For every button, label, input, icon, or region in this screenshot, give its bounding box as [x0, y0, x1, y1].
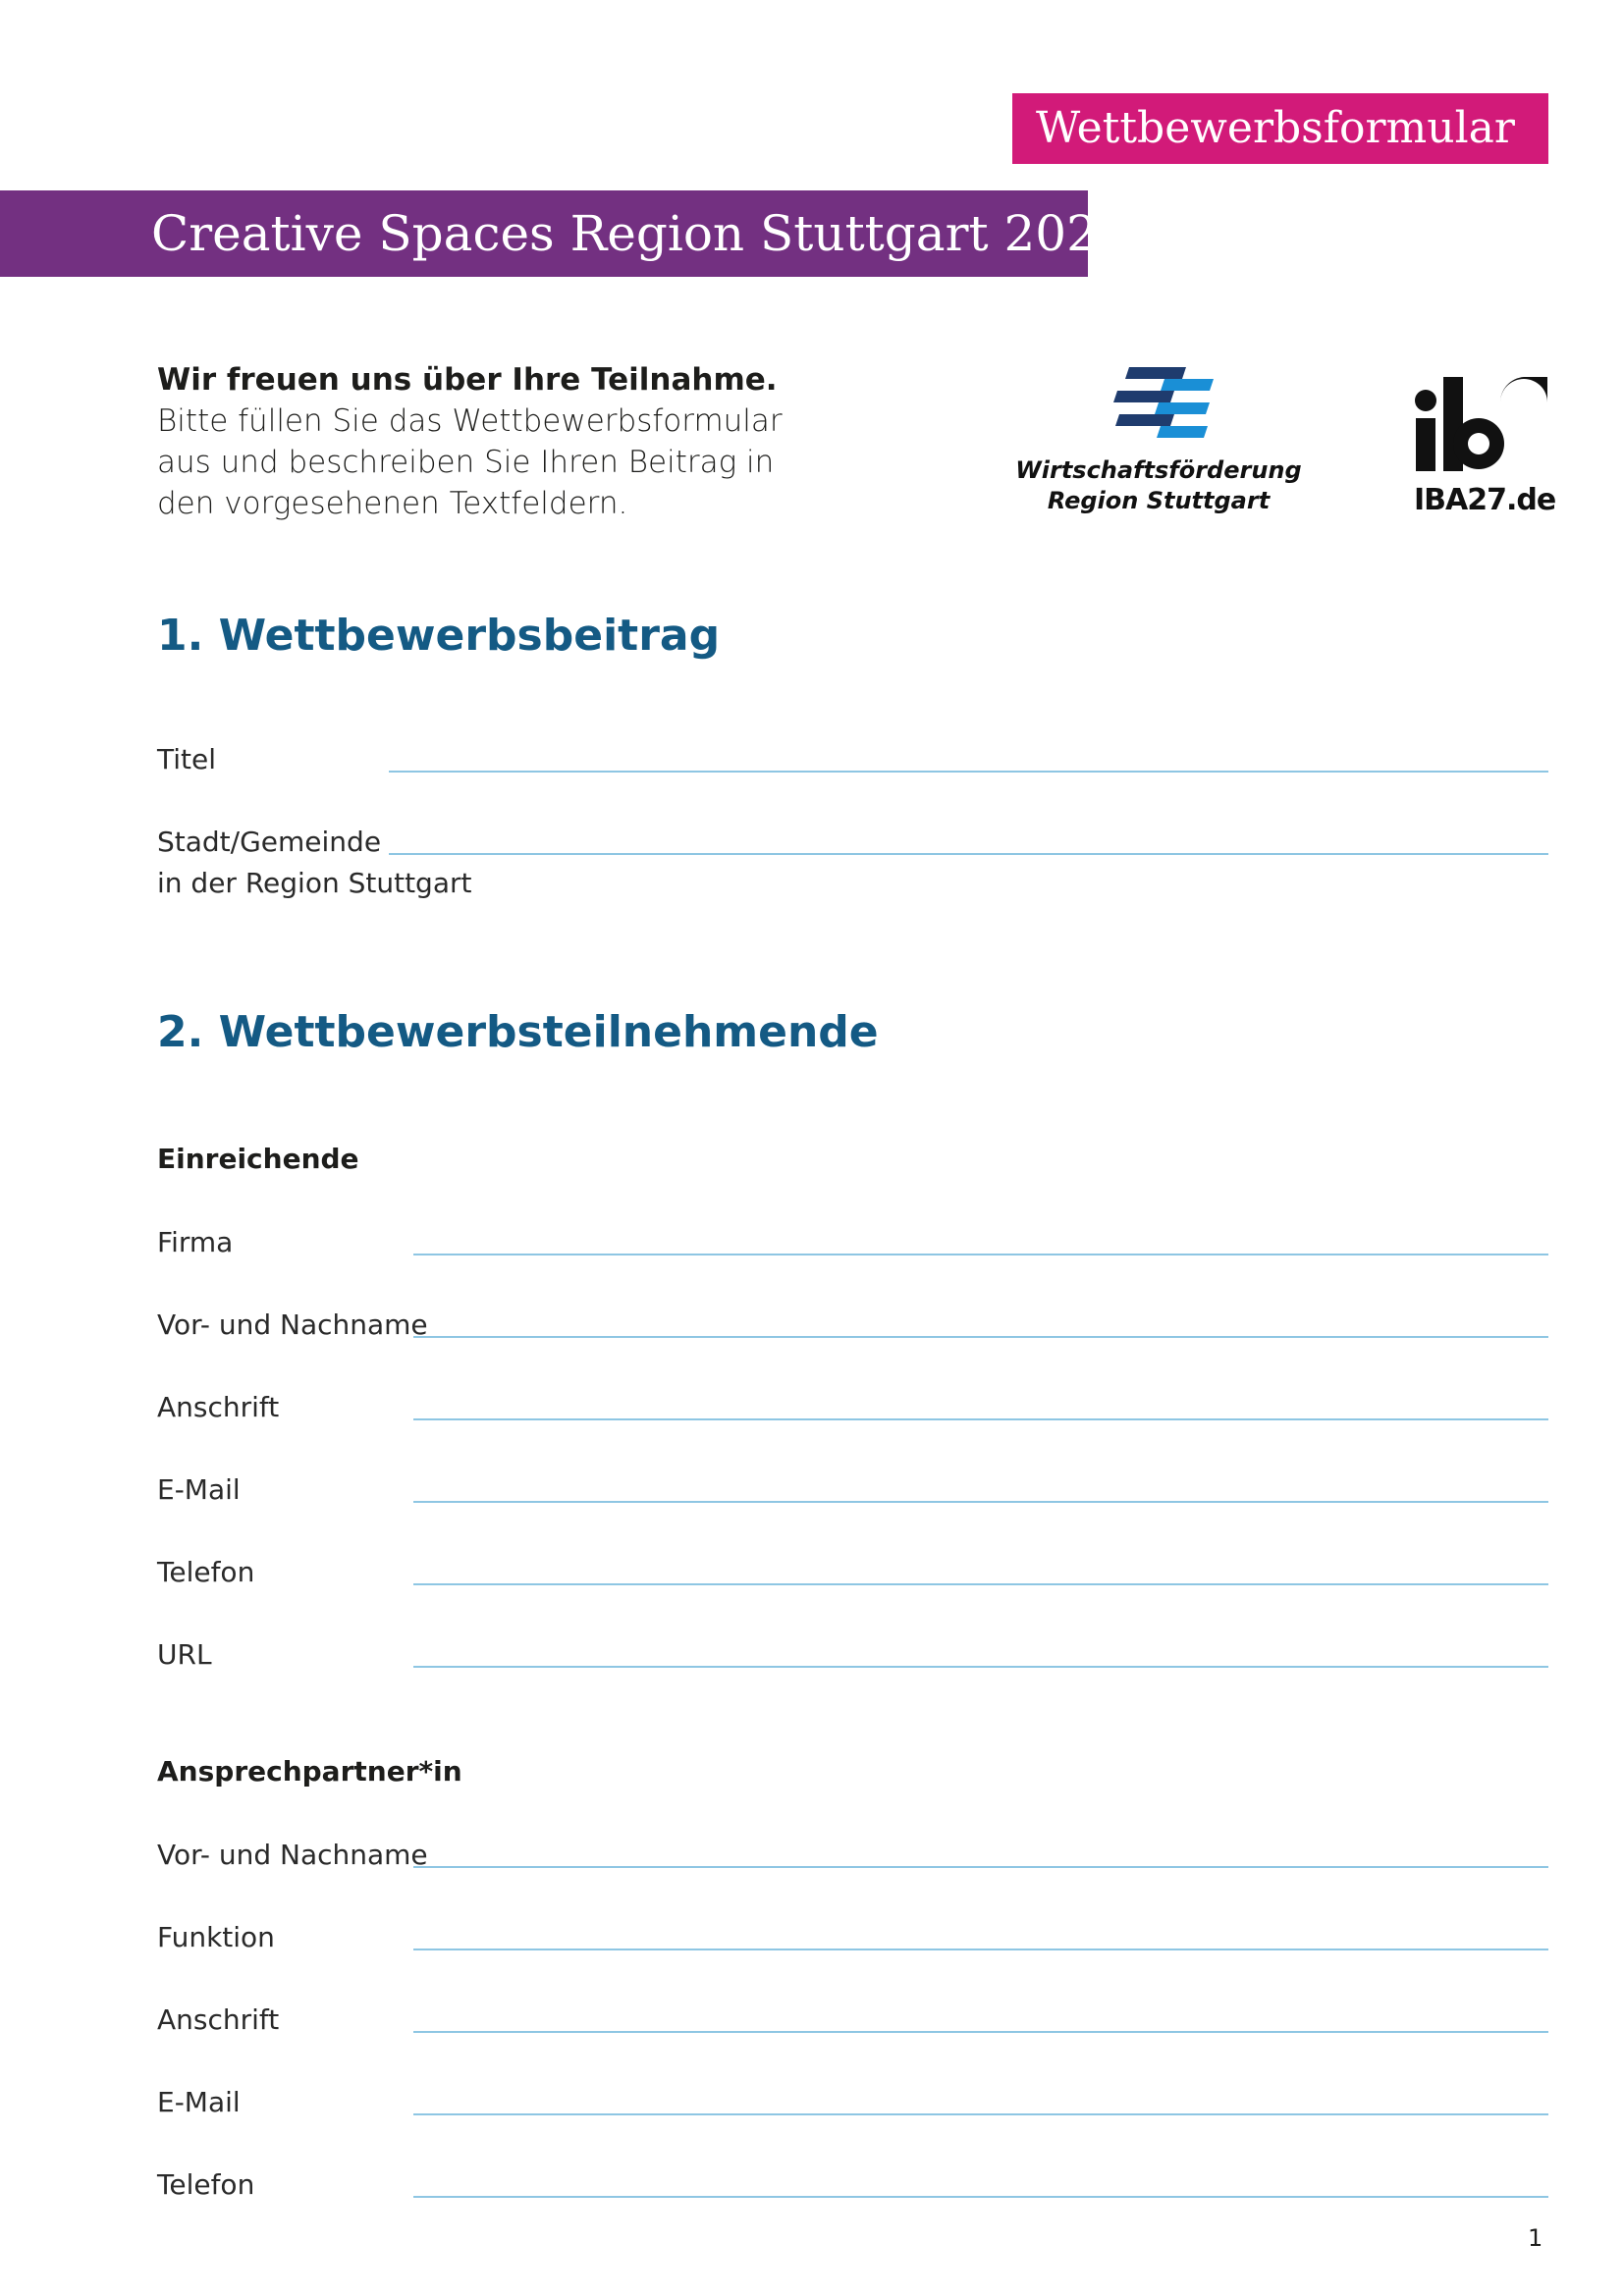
contact-email-input[interactable] — [413, 2113, 1548, 2115]
wrs-line-2: Region Stuttgart — [1047, 487, 1271, 514]
field-label-funktion: Funktion — [157, 1921, 275, 1953]
contact-anschrift-input[interactable] — [413, 2031, 1548, 2033]
telefon-input[interactable] — [413, 1583, 1548, 1585]
wrs-line-1: Wirtschaftsförderung — [1015, 456, 1302, 484]
intro-line-1: Bitte füllen Sie das Wettbewerbsformular — [157, 403, 783, 439]
field-label-telefon: Telefon — [157, 1556, 255, 1588]
wirtschaftsfoerderung-wordmark — [1011, 455, 1306, 516]
intro-line-2: aus und beschreiben Sie Ihren Beitrag in — [157, 445, 775, 480]
section-2-heading: 2. Wettbewerbsteilnehmende — [157, 1007, 879, 1057]
iba-logo-icon — [1414, 373, 1551, 475]
intro-line-3: den vorgesehenen Textfeldern. — [157, 486, 628, 521]
titel-input[interactable] — [389, 771, 1548, 773]
intro-lead: Wir freuen uns über Ihre Teilnahme. — [157, 362, 778, 398]
field-label-contact-telefon: Telefon — [157, 2168, 255, 2201]
field-label-vor-nachname: Vor- und Nachname — [157, 1308, 428, 1341]
stadt-gemeinde-input[interactable] — [389, 853, 1548, 855]
field-label-stadt-gemeinde: Stadt/Gemeinde in der Region Stuttgart — [157, 826, 472, 899]
field-label-email: E-Mail — [157, 1473, 241, 1506]
field-label-firma: Firma — [157, 1226, 234, 1258]
contact-heading: Ansprechpartner*in — [157, 1755, 462, 1788]
intro-text — [157, 359, 785, 524]
page-number: 1 — [1528, 2224, 1543, 2252]
page-title: Creative Spaces Region Stuttgart 2023 — [0, 190, 1088, 277]
field-label-anschrift: Anschrift — [157, 1391, 280, 1423]
vor-nachname-input[interactable] — [413, 1336, 1548, 1338]
field-label-contact-vor-nachname: Vor- und Nachname — [157, 1839, 428, 1871]
email-input[interactable] — [413, 1501, 1548, 1503]
section-1-heading: 1. Wettbewerbsbeitrag — [157, 611, 721, 661]
form-badge: Wettbewerbsformular — [1012, 93, 1548, 164]
submitter-heading: Einreichende — [157, 1143, 359, 1175]
anschrift-input[interactable] — [413, 1418, 1548, 1420]
contact-telefon-input[interactable] — [413, 2196, 1548, 2198]
field-label-url: URL — [157, 1638, 212, 1671]
contact-vor-nachname-input[interactable] — [413, 1866, 1548, 1868]
field-label-titel: Titel — [157, 743, 217, 775]
iba-url: IBA27.de — [1414, 483, 1556, 517]
firma-input[interactable] — [413, 1254, 1548, 1255]
funktion-input[interactable] — [413, 1949, 1548, 1950]
url-input[interactable] — [413, 1666, 1548, 1668]
field-label-contact-anschrift: Anschrift — [157, 2003, 280, 2036]
field-label-contact-email: E-Mail — [157, 2086, 241, 2118]
